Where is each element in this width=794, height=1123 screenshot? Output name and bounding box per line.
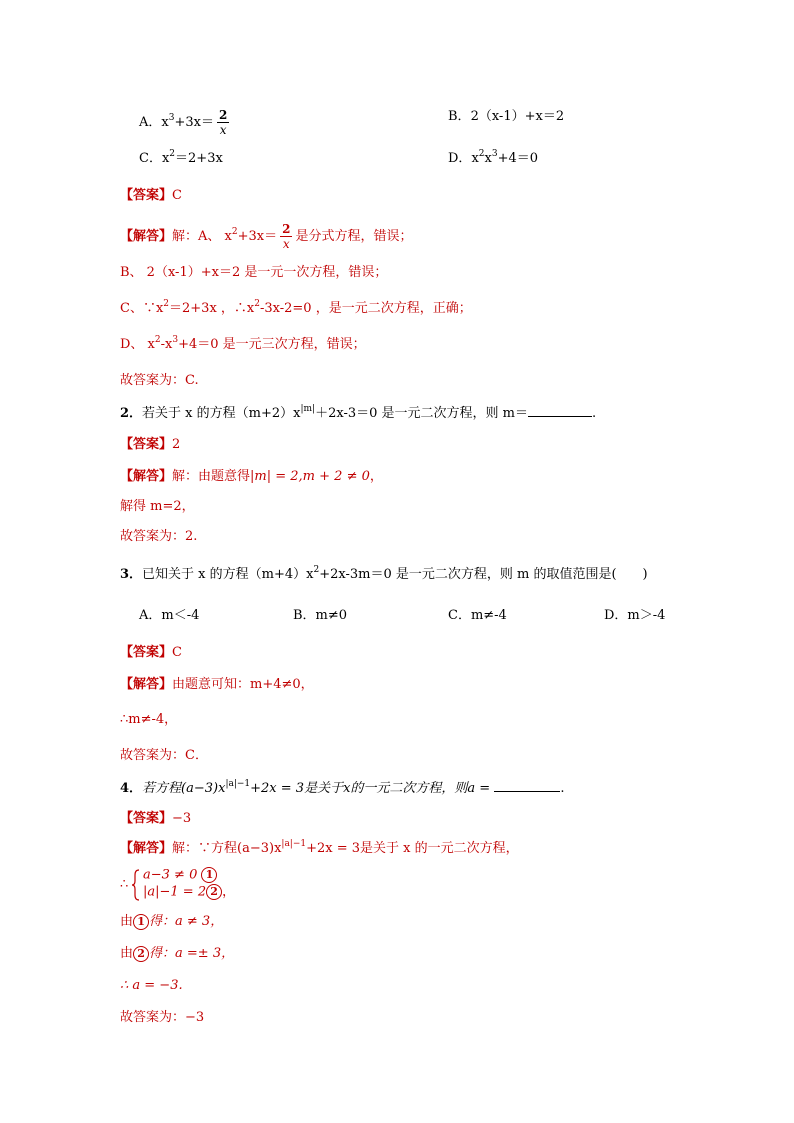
q4-conclusion: 故答案为：−3	[120, 1010, 205, 1025]
q1-option-a-fraction: $\frac{2}{x}$	[218, 108, 228, 137]
q1-conclusion: 故答案为：C.	[120, 373, 199, 388]
q4-system-eq1: a−3 ≠ 0 1	[143, 867, 217, 884]
q2-answer: 【答案】2	[120, 437, 181, 452]
q1-analysis-line1: 【解答】解：A、 $x^2+3x=$ $\frac{2}{x}$ 是分式方程，错误；	[120, 222, 413, 251]
circled-number-1: 1	[201, 867, 217, 883]
q2-stem: 2．若关于 x 的方程$(m+2)x^{|m|}+2x-3=0$ 是一元二次方程，则 m＝ .	[120, 403, 597, 421]
q1-analysis-line3: C、$\because x^2=2+3x$ ，$\therefore x^2-3x-2=0$ ，是一元二次方程，正确；	[120, 298, 472, 316]
q3-stem: 3．已知关于 x 的方程$(m+4)x^2+2x-3m=0$ 是一元二次方程，则 m 的取值范围是( )	[120, 564, 648, 582]
q1-option-d: D．$x^2x^3+4=0$	[448, 148, 539, 166]
q1-option-c: C．$x^2=2+3x$	[139, 148, 223, 166]
q3-therefore: ∴m≠-4，	[120, 712, 178, 727]
q1-option-b: B．2（x-1）+x＝2	[448, 109, 565, 124]
q3-conclusion: 故答案为：C．	[120, 748, 208, 763]
q1-option-a: A．$x^3+3x=$ $\frac{2}{x}$	[139, 108, 228, 137]
q4-analysis: 【解答】解：∵方程$(a-3)x^{|a|-1}+2x = 3$是关于 x 的一元二次方程，	[120, 838, 519, 856]
q4-from1: 由 1 得：a ≠ 3，	[120, 914, 224, 929]
q1-answer: 【答案】C	[120, 188, 182, 203]
circled-number-1-ref: 1	[133, 914, 149, 930]
q1-analysis-line2: B、 2（x-1）+x＝2 是一元一次方程，错误；	[120, 265, 388, 280]
q2-solve: 解得 m=2，	[120, 499, 195, 514]
q3-answer: 【答案】C	[120, 645, 182, 660]
q4-answer: 【答案】−3	[120, 811, 192, 826]
q3-option-a: A．m＜-4	[139, 608, 200, 623]
q4-system-prefix: ∴	[120, 877, 129, 892]
circled-number-2: 2	[206, 884, 222, 900]
q2-analysis: 【解答】解：由题意得|m| = 2,m + 2 ≠ 0，	[120, 469, 383, 484]
q4-answer-blank	[494, 779, 560, 792]
circled-number-2-ref: 2	[133, 946, 149, 962]
q2-conclusion: 故答案为：2.	[120, 529, 198, 544]
q2-answer-blank	[528, 404, 592, 417]
q3-analysis: 【解答】由题意可知：m+4≠0，	[120, 677, 314, 692]
q1-analysis-line4: D、 $x^2-x^3+4=0$ 是一元三次方程，错误；	[120, 334, 366, 352]
q4-stem: 4．若方程$(a-3)x^{|a|-1}+2x = 3$是关于x的一元二次方程，则a = .	[120, 778, 565, 796]
brace-icon	[131, 869, 141, 901]
q4-therefore: ∴ a = −3.	[120, 978, 183, 993]
q3-option-b: B．m≠0	[293, 608, 348, 623]
q4-from2: 由 2 得：a =± 3，	[120, 946, 235, 961]
q4-system-eq2: |a|−1 = 2 2 ，	[143, 884, 236, 900]
q1-analysis-fraction: $\frac{2}{x}$	[282, 222, 291, 251]
q3-option-d: D．m＞-4	[604, 608, 666, 623]
q3-option-c: C．m≠-4	[448, 608, 507, 623]
